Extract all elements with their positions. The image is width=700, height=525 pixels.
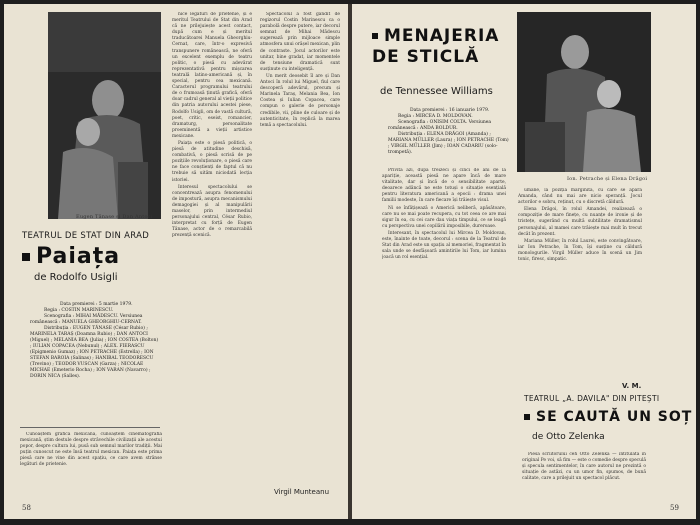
stage-photo-paiata [48, 12, 161, 219]
play-author: de Rodolfo Usigli [34, 272, 118, 283]
credits-line: Regia : COSTIN MARINESCU. [44, 308, 114, 313]
paragraph: Ni se înfățișează o Americă neliberă, apăsătoare, care nu se mai poate recupera, cu tot ceea ce are mai sigur în ea, cu cei care dau viața timpului, ce se leagă cu perspectiva unei copilării imposibile, dureroase. [382, 205, 506, 229]
credits-line: Distribuția : EUGEN TĂNASE (César Rubio) ; MARINELA TARAȘ (Doamna Rubio) ; DAN ANTOCI (Miguel) ; MELANIA BEA (Julia) ; ION COSTEA (Bolton) ; IULIAN COPACEA (Nebunul) ; ALEX. FIERASCU (Epigmenio Gumaz) ; ION PETRACHE (Estrella) ; ION STEFAN BAROIA (Salinas) ; HANIBAL TEODORESCU (Trevino) ; TEODOR VUSCAN (Garza) ; NICOLAE MICHAE (Emeterio Rocha) ; ION VARAN (Navarro) ; DORIN NICA (Salles). [30, 326, 159, 379]
paragraph: Un merit deosebit îl are și Dan Antoci în rolul lui Miguel, fiul care descoperă adevărul, precum și Marinela Taraș, Melania Bea, Ion Costea și Iulian Copacea, care compun o galerie de personaje credibile, vii, pline de culoare și de autenticitate, în replică la marea temă a spectacolului. [260, 73, 340, 128]
article-signature: Virgil Munteanu [274, 488, 330, 496]
divider [20, 427, 160, 428]
article-column-3 [260, 12, 340, 480]
play-title-text: Paiața [36, 244, 121, 269]
article-column-1 [382, 168, 506, 508]
article-column-2 [172, 12, 252, 492]
title-line-text: MENAJERIA [384, 26, 500, 46]
left-page [4, 4, 348, 519]
article-column-2 [518, 188, 642, 380]
credits-line: Regia : MIRCEA D. MOLDOVAN. [398, 114, 473, 119]
second-play-title-text: SE CAUTĂ UN SOȚ [536, 409, 693, 425]
credits-line: Scenografia : ONISIM COLTA. Versiunea românească : ANDA BOLDUR. [388, 120, 492, 131]
credits-line: Data premierei : 5 martie 1979. [60, 302, 133, 307]
paragraph: Mariana Müller, în rolul Laurei, este convingătoare, iar Ion Petrache, în Tom, își susține cu căldură monologurile. Virgil Müller aduce în scenă un Jim tonic, firesc, simpatic. [518, 238, 642, 263]
title-line: DE STICLĂ [372, 47, 480, 67]
paragraph: Elena Drăgoi, în rolul Amandei, realizează o compoziție de mare finețe, cu nuanțe de ironie și de tristețe, sugerând cu multă subtilitate dramatismul personajului, al mamei care trăiește mai mult în trecut decât în prezent. [518, 207, 642, 237]
play-title-menajeria [372, 26, 499, 68]
theatre-name: TEATRUL DE STAT DIN ARAD [22, 231, 150, 241]
paragraph: Cunoaștem grafica mexicană, cunoaștem cinematografia mexicană, știm destule despre străvechile civilizații ale acestui popor, despre cultura lui, pusă sub semnul marilor tradiții. Mai puțin cunoscut ne este însă teatrul mexican. Paiața este prima piesă care ne vine din acest spațiu, ce care avem strânse legături de prietenie. [20, 432, 162, 468]
credits-block [30, 302, 160, 380]
paragraph: umane, la poziția mărginită, cu care se apără Amanda, când nu mai are nicio speranță. Jocul actorilor e sobru, reținut, cu o discretă căldură. [518, 188, 642, 206]
article-column-1 [20, 432, 162, 500]
paragraph: Piesa scriitorului ceh Otto Zelenka — intitulată în original Pe voi, să fim — este o comedie despre speculă și specula sentimentelor, în care autorul ne prezintă o situație de astăzi, cu un umor fin, spumos, de bună calitate, care a prilejuit un spectacol plăcut. [522, 452, 646, 482]
paragraph: Interesul spectacolului se concentrează asupra fenomenului de impostură, asupra mecanismului demagogiei și al manipulării maselor, prin intermediul personajului central, César Rubio, interpretat cu forță de Eugen Tănase, actor de o remarcabilă prezență scenică. [172, 184, 252, 239]
article-signature: V. M. [622, 382, 642, 390]
right-page [352, 4, 696, 519]
title-line [372, 26, 499, 47]
page-number: 59 [670, 504, 679, 512]
play-title [22, 244, 120, 269]
square-bullet-icon [22, 253, 30, 261]
credits-line: Data premierei : 16 ianuarie 1979. [410, 108, 490, 113]
credits-line: Distribuția : ELENA DRĂGOI (Amanda) ; MARIANA MÜLLER (Laura) ; ION PETRACHE (Tom) ; VIRGIL MÜLLER (Jim) ; IOAN CADARIU (solo-trompetă). [388, 132, 509, 155]
stage-photo-menajeria [517, 12, 651, 172]
play-author: de Tennessee Williams [380, 86, 493, 97]
second-play-title [524, 409, 692, 425]
credits-block [388, 108, 510, 156]
paragraph: nice legături de prietenie, și e meritul Teatrului de Stat din Arad că ne prilejuiește acest contact, după cum e și meritul traducătoarei Manuela Gheorghiu-Cernat, care, într-o expresivă transpunere românească, ne oferă un excelent exemplu de teatru politic, o piesă cu adevărat reprezentativă pentru mișcarea teatrală latino-americană și, în special, pentru cea mexicană. Caracterul programului teatrului de o frumoasă ținută grafică, oferă doar cadrul general al vieții politice din patria autorului acestei piese, Rodolfo Usigli, om de vastă cultură, poet, critic, eseist, romancier, dramaturg, personalitate proeminentă a vieții artistice mexicane. [172, 12, 252, 139]
second-article-column [522, 452, 646, 500]
square-bullet-icon [372, 33, 378, 39]
credits-line: Scenografia : MIHAI MĂDESCU. Versiunea românească : MANUELA GHEORGHIU-CERNAT. [30, 314, 143, 325]
page-number: 58 [22, 504, 31, 512]
paragraph: Paiața este o piesă politică, o piesă de atitudine deschisă, combativă, o piesă scrisă de pe pozițiile revoluționare, o piesă care ne face conștienți de faptul că nu trebuie să uităm niciodată lecția istoriei. [172, 140, 252, 183]
square-bullet-icon [524, 414, 530, 420]
photo-caption: Eugen Tănase și Dan Antoci [76, 214, 153, 220]
photo-caption: Ion. Petrache și Elena Drăgoi [567, 176, 648, 182]
paragraph: Privită azi, după treizeci și cinci de ani de la apariție, această piesă ne apare încă de mare vitalitate, dar și încă de o sensibilitate aparte, deoarece adâncă ne este totuși o situație esențială pentru literatura americană a epocii : drama unei familii modeste, în care fiecare își trăiește visul. [382, 168, 506, 204]
second-play-author: de Otto Zelenka [532, 432, 605, 442]
paragraph: Interesant, în spectacolul lui Mircea D. Moldovan, este, înainte de toate, decorul : scena de la Teatrul de Stat din Arad este un spațiu al memoriei, fragmentat în sala unde se desfășoară amintirile lui Tom, iar lumina joacă un rol esențial. [382, 230, 506, 261]
paragraph: Spectacolul a fost gândit de regizorul Costin Marinescu ca o parabolă despre putere, iar decorul semnat de Mihai Mădescu sugerează prin mijloace simple atmosfera unui orășel mexican, plin de contraste. Jocul actorilor este unitar, bine gradat, iar momentele de tensiune dramatică sunt susținute cu inteligență. [260, 12, 340, 72]
second-theatre-name: TEATRUL „A. DAVILA" DIN PITEȘTI [524, 394, 660, 403]
